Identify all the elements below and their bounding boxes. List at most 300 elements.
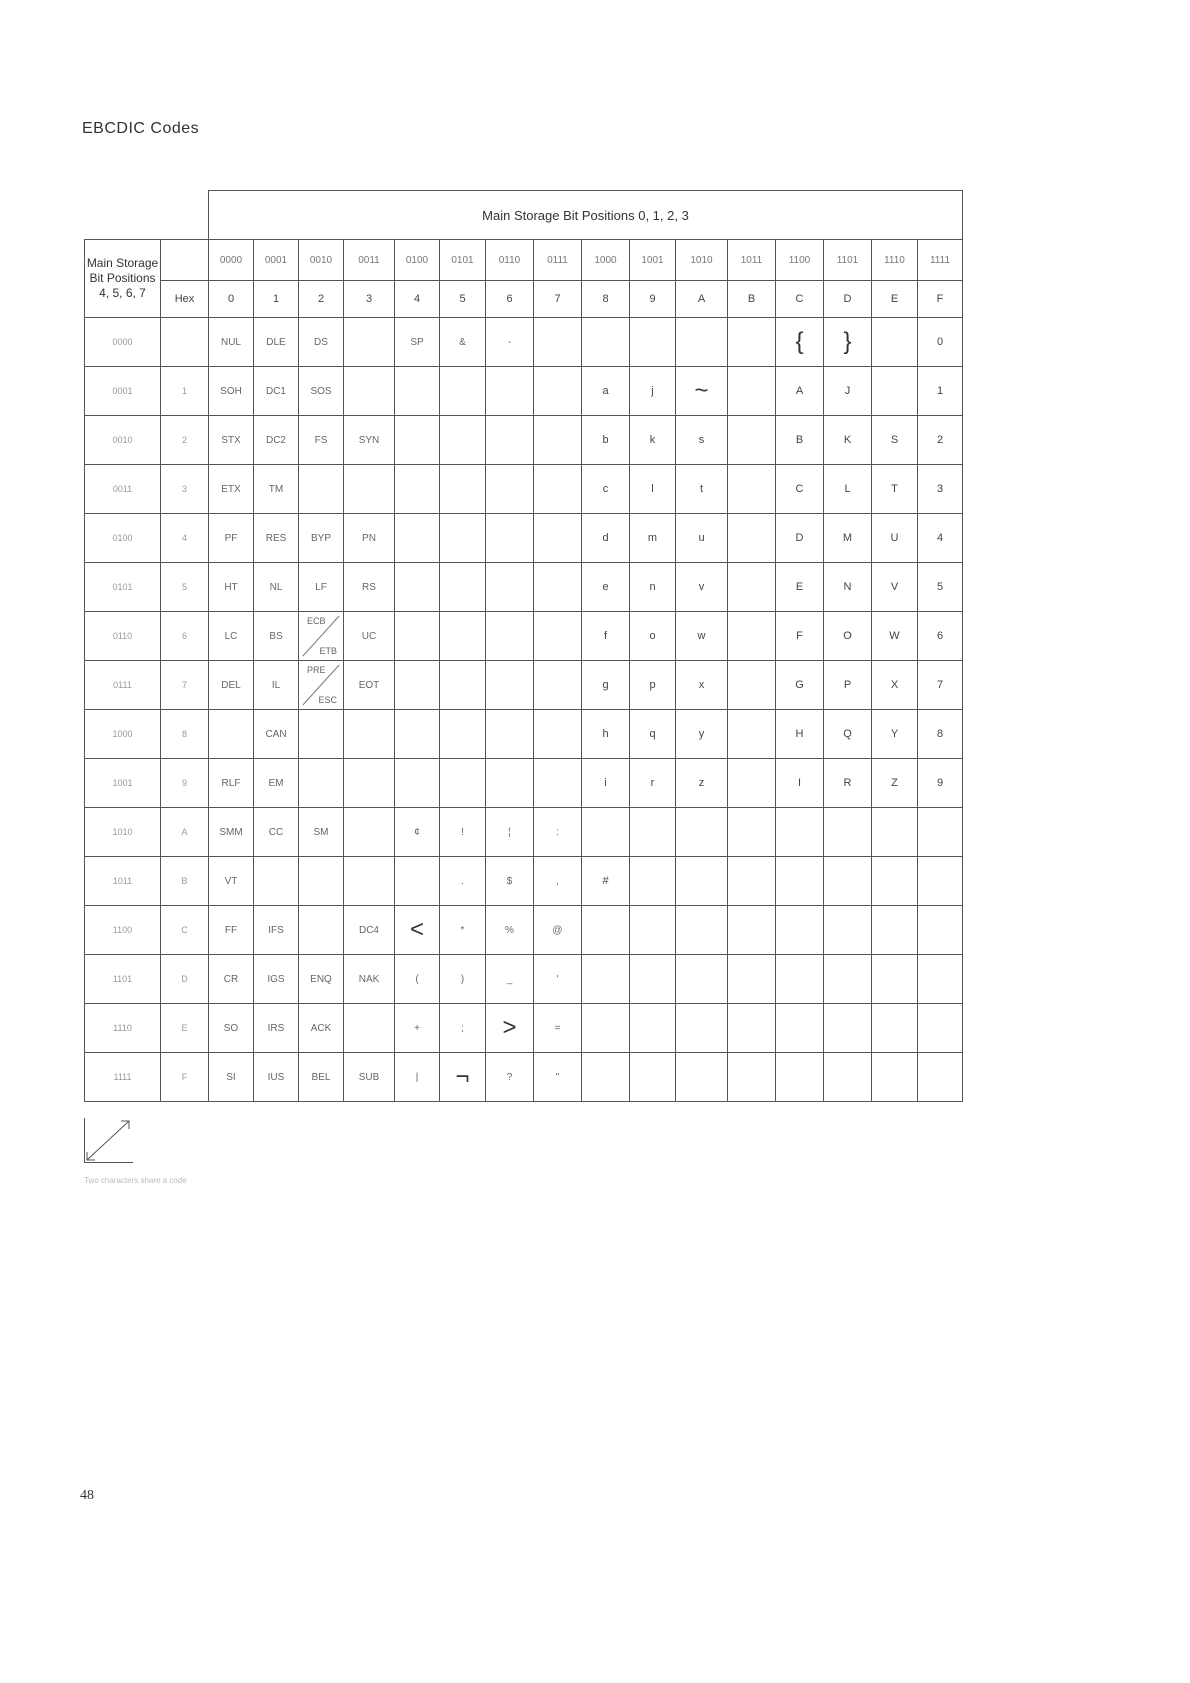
code-cell: 0 [918, 318, 963, 367]
code-cell [824, 808, 872, 857]
code-cell: i [582, 759, 630, 808]
code-cell: a [582, 367, 630, 416]
code-cell [344, 367, 395, 416]
code-cell [676, 857, 728, 906]
column-hex-f: F [918, 281, 963, 318]
code-cell [676, 808, 728, 857]
page-title: EBCDIC Codes [82, 120, 200, 137]
row-bits-label: 0101 [85, 563, 161, 612]
row-bits-label: 1110 [85, 1004, 161, 1053]
code-cell: DS [299, 318, 344, 367]
code-cell [728, 955, 776, 1004]
code-cell: CAN [254, 710, 299, 759]
code-cell [728, 906, 776, 955]
code-cell [254, 857, 299, 906]
code-cell: SP [395, 318, 440, 367]
code-cell: : [534, 808, 582, 857]
code-cell [486, 367, 534, 416]
code-cell [872, 318, 918, 367]
code-cell: B [776, 416, 824, 465]
code-cell [395, 759, 440, 808]
code-cell [299, 465, 344, 514]
code-cell: IUS [254, 1053, 299, 1102]
code-cell [918, 1053, 963, 1102]
code-cell: DC4 [344, 906, 395, 955]
code-cell [728, 514, 776, 563]
column-hex-7: 7 [534, 281, 582, 318]
code-cell: SOS [299, 367, 344, 416]
code-cell: g [582, 661, 630, 710]
code-cell [344, 857, 395, 906]
code-cell [299, 759, 344, 808]
code-cell [676, 955, 728, 1004]
column-header-c: 1100 [776, 240, 824, 281]
code-cell: ) [440, 955, 486, 1004]
code-cell [776, 1004, 824, 1053]
page-number: 48 [80, 1488, 94, 1503]
column-header-0: 0000 [209, 240, 254, 281]
shared-code-lower: ESC [318, 695, 337, 705]
code-cell: ¬ [440, 1053, 486, 1102]
code-cell [776, 1053, 824, 1102]
row-hex-label: A [161, 808, 209, 857]
code-cell [395, 857, 440, 906]
column-band-title: Main Storage Bit Positions 0, 1, 2, 3 [209, 191, 963, 240]
code-cell: SO [209, 1004, 254, 1053]
code-cell [344, 465, 395, 514]
code-cell [534, 318, 582, 367]
code-cell: N [824, 563, 872, 612]
code-cell: SM [299, 808, 344, 857]
code-cell: e [582, 563, 630, 612]
code-cell: SMM [209, 808, 254, 857]
code-cell [630, 808, 676, 857]
code-cell: ! [440, 808, 486, 857]
row-bits-label: 1111 [85, 1053, 161, 1102]
code-cell: ¢ [395, 808, 440, 857]
code-cell: ( [395, 955, 440, 1004]
code-cell: M [824, 514, 872, 563]
code-cell: IGS [254, 955, 299, 1004]
row-hex-label: 4 [161, 514, 209, 563]
code-cell: ' [534, 955, 582, 1004]
table-row [85, 1004, 963, 1053]
code-cell: < [395, 906, 440, 955]
code-cell [630, 1004, 676, 1053]
code-cell: r [630, 759, 676, 808]
code-cell [344, 710, 395, 759]
code-cell [872, 808, 918, 857]
row-header-title: Main Storage Bit Positions 4, 5, 6, 7 [85, 240, 161, 318]
code-cell: q [630, 710, 676, 759]
column-header-empty [161, 240, 209, 281]
code-cell [582, 318, 630, 367]
column-header-2: 0010 [299, 240, 344, 281]
row-hex-label: 2 [161, 416, 209, 465]
code-cell: ¦ [486, 808, 534, 857]
code-cell: 6 [918, 612, 963, 661]
code-cell [534, 612, 582, 661]
code-cell: p [630, 661, 676, 710]
code-cell: s [676, 416, 728, 465]
code-cell: } [824, 318, 872, 367]
row-hex-label: 1 [161, 367, 209, 416]
column-header-6: 0110 [486, 240, 534, 281]
code-cell [534, 416, 582, 465]
code-cell: _ [486, 955, 534, 1004]
code-cell: G [776, 661, 824, 710]
code-cell [534, 661, 582, 710]
code-cell: H [776, 710, 824, 759]
column-header-b: 1011 [728, 240, 776, 281]
code-cell [440, 612, 486, 661]
code-cell: v [676, 563, 728, 612]
code-cell [440, 759, 486, 808]
column-header-3: 0011 [344, 240, 395, 281]
row-bits-label: 0000 [85, 318, 161, 367]
table-row [85, 759, 963, 808]
code-cell [728, 759, 776, 808]
code-cell [630, 906, 676, 955]
code-cell [776, 857, 824, 906]
code-cell: F [776, 612, 824, 661]
column-hex-e: E [872, 281, 918, 318]
code-cell: 2 [918, 416, 963, 465]
code-cell [395, 661, 440, 710]
row-hex-label: D [161, 955, 209, 1004]
code-cell: ENQ [299, 955, 344, 1004]
code-cell [486, 710, 534, 759]
row-bits-label: 1001 [85, 759, 161, 808]
code-cell: . [440, 857, 486, 906]
code-cell [486, 661, 534, 710]
column-header-a: 1010 [676, 240, 728, 281]
code-cell [872, 367, 918, 416]
code-cell [824, 1053, 872, 1102]
code-cell: RES [254, 514, 299, 563]
code-cell: BS [254, 612, 299, 661]
code-cell: w [676, 612, 728, 661]
code-cell: f [582, 612, 630, 661]
code-cell [824, 857, 872, 906]
code-cell [486, 759, 534, 808]
row-hex-label: E [161, 1004, 209, 1053]
code-cell [395, 367, 440, 416]
code-cell: , [534, 857, 582, 906]
code-cell: u [676, 514, 728, 563]
code-cell: d [582, 514, 630, 563]
code-cell: % [486, 906, 534, 955]
code-cell: # [582, 857, 630, 906]
code-cell [728, 710, 776, 759]
shared-code-lower: ETB [319, 646, 337, 656]
code-cell: L [824, 465, 872, 514]
code-cell: 7 [918, 661, 963, 710]
code-cell [486, 612, 534, 661]
row-bits-label: 0111 [85, 661, 161, 710]
code-cell: I [776, 759, 824, 808]
code-cell: P [824, 661, 872, 710]
code-cell: b [582, 416, 630, 465]
row-bits-label: 1010 [85, 808, 161, 857]
row-hex-label: B [161, 857, 209, 906]
code-cell: k [630, 416, 676, 465]
code-cell [299, 710, 344, 759]
code-cell [395, 563, 440, 612]
code-cell: V [872, 563, 918, 612]
code-cell: Y [872, 710, 918, 759]
code-cell: S [872, 416, 918, 465]
code-cell: c [582, 465, 630, 514]
code-cell: DEL [209, 661, 254, 710]
code-cell: SYN [344, 416, 395, 465]
table-row [85, 906, 963, 955]
row-hex-label: 8 [161, 710, 209, 759]
code-cell: W [872, 612, 918, 661]
row-bits-label: 0100 [85, 514, 161, 563]
table-row [85, 955, 963, 1004]
code-cell [582, 955, 630, 1004]
shared-code-upper: PRE [307, 665, 326, 675]
code-cell: n [630, 563, 676, 612]
code-cell: STX [209, 416, 254, 465]
code-cell [824, 1004, 872, 1053]
diagonal-arrow-icon [85, 1118, 133, 1162]
table-row [85, 563, 963, 612]
code-cell: O [824, 612, 872, 661]
code-cell: C [776, 465, 824, 514]
code-cell: ACK [299, 1004, 344, 1053]
column-header-e: 1110 [872, 240, 918, 281]
code-cell: LC [209, 612, 254, 661]
code-cell [676, 318, 728, 367]
row-bits-label: 0010 [85, 416, 161, 465]
column-header-9: 1001 [630, 240, 676, 281]
code-cell: T [872, 465, 918, 514]
code-cell: + [395, 1004, 440, 1053]
code-cell: h [582, 710, 630, 759]
column-hex-3: 3 [344, 281, 395, 318]
code-cell [534, 367, 582, 416]
code-cell: @ [534, 906, 582, 955]
code-cell [630, 318, 676, 367]
column-header-f: 1111 [918, 240, 963, 281]
column-hex-d: D [824, 281, 872, 318]
code-cell [824, 955, 872, 1004]
code-cell: { [776, 318, 824, 367]
code-cell [440, 710, 486, 759]
code-cell: IRS [254, 1004, 299, 1053]
code-cell [344, 808, 395, 857]
code-cell: SOH [209, 367, 254, 416]
column-header-d: 1101 [824, 240, 872, 281]
code-cell [534, 710, 582, 759]
column-header-4: 0100 [395, 240, 440, 281]
column-hex-5: 5 [440, 281, 486, 318]
code-cell: SI [209, 1053, 254, 1102]
code-cell [486, 416, 534, 465]
code-cell [395, 710, 440, 759]
table-row [85, 514, 963, 563]
code-cell: > [486, 1004, 534, 1053]
code-cell: m [630, 514, 676, 563]
column-hex-a: A [676, 281, 728, 318]
code-cell: FS [299, 416, 344, 465]
code-cell: ? [486, 1053, 534, 1102]
code-cell [918, 906, 963, 955]
table-row [85, 857, 963, 906]
code-cell [630, 1053, 676, 1102]
code-cell: & [440, 318, 486, 367]
code-cell: CC [254, 808, 299, 857]
code-cell [872, 955, 918, 1004]
code-cell [344, 1004, 395, 1053]
code-cell: l [630, 465, 676, 514]
code-cell [486, 563, 534, 612]
code-cell: RLF [209, 759, 254, 808]
code-cell [676, 1004, 728, 1053]
code-cell [486, 514, 534, 563]
code-cell [676, 906, 728, 955]
code-cell [440, 465, 486, 514]
code-cell [582, 1004, 630, 1053]
code-cell: RS [344, 563, 395, 612]
code-cell: TM [254, 465, 299, 514]
code-cell [728, 1004, 776, 1053]
row-hex-label: 6 [161, 612, 209, 661]
code-cell [728, 612, 776, 661]
code-cell [918, 808, 963, 857]
code-cell [918, 955, 963, 1004]
code-cell-shared [299, 661, 344, 710]
table-row [85, 416, 963, 465]
column-hex-4: 4 [395, 281, 440, 318]
code-cell: " [534, 1053, 582, 1102]
column-header-5: 0101 [440, 240, 486, 281]
table-row [85, 465, 963, 514]
column-header-1: 0001 [254, 240, 299, 281]
code-cell [395, 612, 440, 661]
row-hex-label [161, 318, 209, 367]
column-hex-8: 8 [582, 281, 630, 318]
code-cell [872, 857, 918, 906]
code-cell-shared [299, 612, 344, 661]
code-cell: = [534, 1004, 582, 1053]
shared-code-upper: ECB [307, 616, 326, 626]
code-cell: HT [209, 563, 254, 612]
code-cell: | [395, 1053, 440, 1102]
row-hex-label: 5 [161, 563, 209, 612]
code-cell: ~ [676, 367, 728, 416]
row-hex-label: 9 [161, 759, 209, 808]
code-cell: 3 [918, 465, 963, 514]
code-cell: SUB [344, 1053, 395, 1102]
code-cell: DC2 [254, 416, 299, 465]
code-cell [776, 808, 824, 857]
code-cell: NAK [344, 955, 395, 1004]
row-hex-label: F [161, 1053, 209, 1102]
code-cell [728, 367, 776, 416]
column-hex-9: 9 [630, 281, 676, 318]
code-cell [440, 416, 486, 465]
code-cell: 1 [918, 367, 963, 416]
code-cell: Z [872, 759, 918, 808]
code-cell: E [776, 563, 824, 612]
column-hex-0: 0 [209, 281, 254, 318]
code-cell [776, 906, 824, 955]
code-cell [395, 416, 440, 465]
code-cell [582, 808, 630, 857]
code-cell [728, 661, 776, 710]
code-cell: y [676, 710, 728, 759]
row-bits-label: 0011 [85, 465, 161, 514]
code-cell: VT [209, 857, 254, 906]
code-cell: $ [486, 857, 534, 906]
code-cell [299, 857, 344, 906]
code-cell: CR [209, 955, 254, 1004]
code-cell: U [872, 514, 918, 563]
code-cell: K [824, 416, 872, 465]
code-cell: EOT [344, 661, 395, 710]
column-header-8: 1000 [582, 240, 630, 281]
code-cell [872, 906, 918, 955]
code-cell: LF [299, 563, 344, 612]
code-cell: 9 [918, 759, 963, 808]
code-cell [344, 318, 395, 367]
code-cell: X [872, 661, 918, 710]
row-bits-label: 0001 [85, 367, 161, 416]
row-bits-label: 1000 [85, 710, 161, 759]
code-cell: DC1 [254, 367, 299, 416]
column-hex-b: B [728, 281, 776, 318]
code-cell [534, 759, 582, 808]
column-hex-1: 1 [254, 281, 299, 318]
code-cell: FF [209, 906, 254, 955]
table-row [85, 367, 963, 416]
code-cell [728, 808, 776, 857]
column-header-7: 0111 [534, 240, 582, 281]
code-cell [299, 906, 344, 955]
code-cell: 4 [918, 514, 963, 563]
code-cell: NUL [209, 318, 254, 367]
row-bits-label: 0110 [85, 612, 161, 661]
code-cell: t [676, 465, 728, 514]
code-cell [440, 514, 486, 563]
code-cell: EM [254, 759, 299, 808]
code-cell: R [824, 759, 872, 808]
row-hex-label: 3 [161, 465, 209, 514]
code-cell: - [486, 318, 534, 367]
row-bits-label: 1100 [85, 906, 161, 955]
code-cell [395, 465, 440, 514]
diagonal-legend [84, 1118, 133, 1163]
code-cell: 8 [918, 710, 963, 759]
code-cell [676, 1053, 728, 1102]
code-cell [728, 416, 776, 465]
code-cell [209, 710, 254, 759]
code-cell [776, 955, 824, 1004]
code-cell [440, 661, 486, 710]
code-cell [534, 563, 582, 612]
code-cell: 5 [918, 563, 963, 612]
row-hex-label: C [161, 906, 209, 955]
code-cell [440, 367, 486, 416]
code-cell: j [630, 367, 676, 416]
table-row [85, 612, 963, 661]
code-cell: PF [209, 514, 254, 563]
code-cell: ; [440, 1004, 486, 1053]
code-cell [486, 465, 534, 514]
